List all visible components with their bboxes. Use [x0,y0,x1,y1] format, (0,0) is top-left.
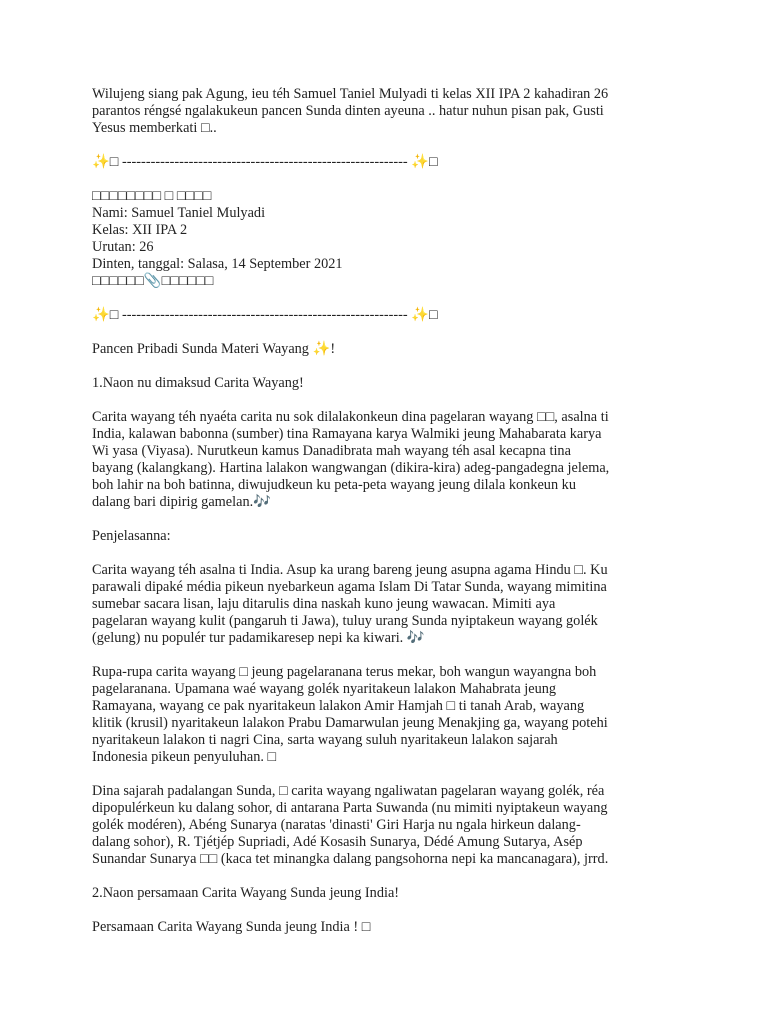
assignment-title: Pancen Pribadi Sunda Materi Wayang ✨! [92,341,336,357]
text-line: nyaritakeun lalakon ti nagri Cina, sarta wayang suluh nyaritakeun lalakon sajarah [92,732,558,748]
text-line: Sunandar Sunarya □□ (kaca tet minangka dalang pangsohorna nepi ka mancanagara), jrrd. [92,851,609,867]
identity-block [92,188,682,290]
question-1: 1.Naon nu dimaksud Carita Wayang! [92,375,304,391]
text-line: Wi yasa (Viyasa). Nurutkeun kamus Danadibrata mah wayang téh asal kecapna tina [92,443,571,459]
text-line: India, kalawan babonna (sumber) tina Ramayana karya Walmiki jeung Mahabarata karya [92,426,602,442]
text-line: parawali dipaké média pikeun nyebarkeun agama Islam Di Tatar Sunda, wayang mimitina [92,579,607,595]
divider-line-1: ✨□ ------------------------------------------------------------ ✨□ [92,154,438,170]
identity-class: Kelas: XII IPA 2 [92,222,188,238]
paragraph-asalna [92,562,682,647]
text-line: pagelaranana. Upamana waé wayang golék nyaritakeun lalakon Mahabrata jeung [92,681,557,697]
text-line: Dina sajarah padalangan Sunda, □ carita wayang ngaliwatan pagelaran wayang golék, réa [92,783,605,799]
text-line: sumebar sacara lisan, laju ditarulis dina naskah kuno jeung wawacan. Mimiti aya [92,596,556,612]
text-line: boh lahir na boh batinna, diwujudkeun ku peta-peta wayang jeung dilala konkeun ku [92,477,576,493]
text-line: Carita wayang téh nyaéta carita nu sok dilalakonkeun dina pagelaran wayang □□, asalna ti [92,409,609,425]
text-line: dalang sohor), R. Tjétjép Supriadi, Adé Kosasih Sunarya, Dédé Amung Sutarya, Asép [92,834,583,850]
persamaan-heading: Persamaan Carita Wayang Sunda jeung India ! □ [92,919,371,935]
text-line: Wilujeng siang pak Agung, ieu téh Samuel Taniel Mulyadi ti kelas XII IPA 2 kahadiran 26 [92,86,609,102]
text-line: dalang bari dipirig gamelan.🎶 [92,494,271,510]
document-page [92,86,682,953]
text-line: parantos réngsé ngalakukeun pancen Sunda dinten ayeuna .. hatur nuhun pisan pak, Gusti [92,103,604,119]
paragraph-rupa-rupa [92,664,682,766]
text-line: pagelaran wayang kulit (pangaruh ti Jawa), tuluy urang Sunda nyiptakeun wayang golék [92,613,598,629]
text-line: golék modéren), Abéng Sunarya (naratas 'dinasti' Giri Harja nu ngala hirkeun dalang- [92,817,581,833]
text-line: Ramayana, wayang ce pak nyaritakeun lalakon Amir Hamjah □ ti tanah Arab, wayang [92,698,585,714]
penjelasanna-heading: Penjelasanna: [92,528,171,544]
text-line: (gelung) nu populér tur padamikaresep nepi ka kiwari. 🎶 [92,630,425,646]
text-line: Yesus memberkati □.. [92,120,217,136]
divider-line-2: ✨□ ------------------------------------------------------------ ✨□ [92,307,438,323]
text-line: dipopulérkeun ku dalang sohor, di antarana Parta Suwanda (nu mimiti nyiptakeun wayang [92,800,608,816]
paragraph-sajarah [92,783,682,868]
text-line: Carita wayang téh asalna ti India. Asup ka urang bareng jeung asupna agama Hindu □. Ku [92,562,608,578]
identity-name: Nami: Samuel Taniel Mulyadi [92,205,266,221]
identity-date: Dinten, tanggal: Salasa, 14 September 2021 [92,256,343,272]
text-line: Rupa-rupa carita wayang □ jeung pagelaranana terus mekar, boh wangun wayangna boh [92,664,597,680]
identity-header: □□□□□□□□ □ □□□□ [92,188,212,204]
identity-number: Urutan: 26 [92,239,154,255]
identity-footer: □□□□□□📎□□□□□□ [92,273,214,289]
text-line: bayang (kalangkang). Hartina lalakon wangwangan (dikira-kira) adeg-pangadegna jelema, [92,460,610,476]
text-line: klitik (krusil) nyaritakeun lalakon Prabu Damarwulan jeung Menakjing ga, wayang potehi [92,715,608,731]
paragraph-carita-wayang [92,409,682,511]
question-2: 2.Naon persamaan Carita Wayang Sunda jeung India! [92,885,400,901]
greeting-paragraph [92,86,682,137]
text-line: Indonesia pikeun penyuluhan. □ [92,749,277,765]
